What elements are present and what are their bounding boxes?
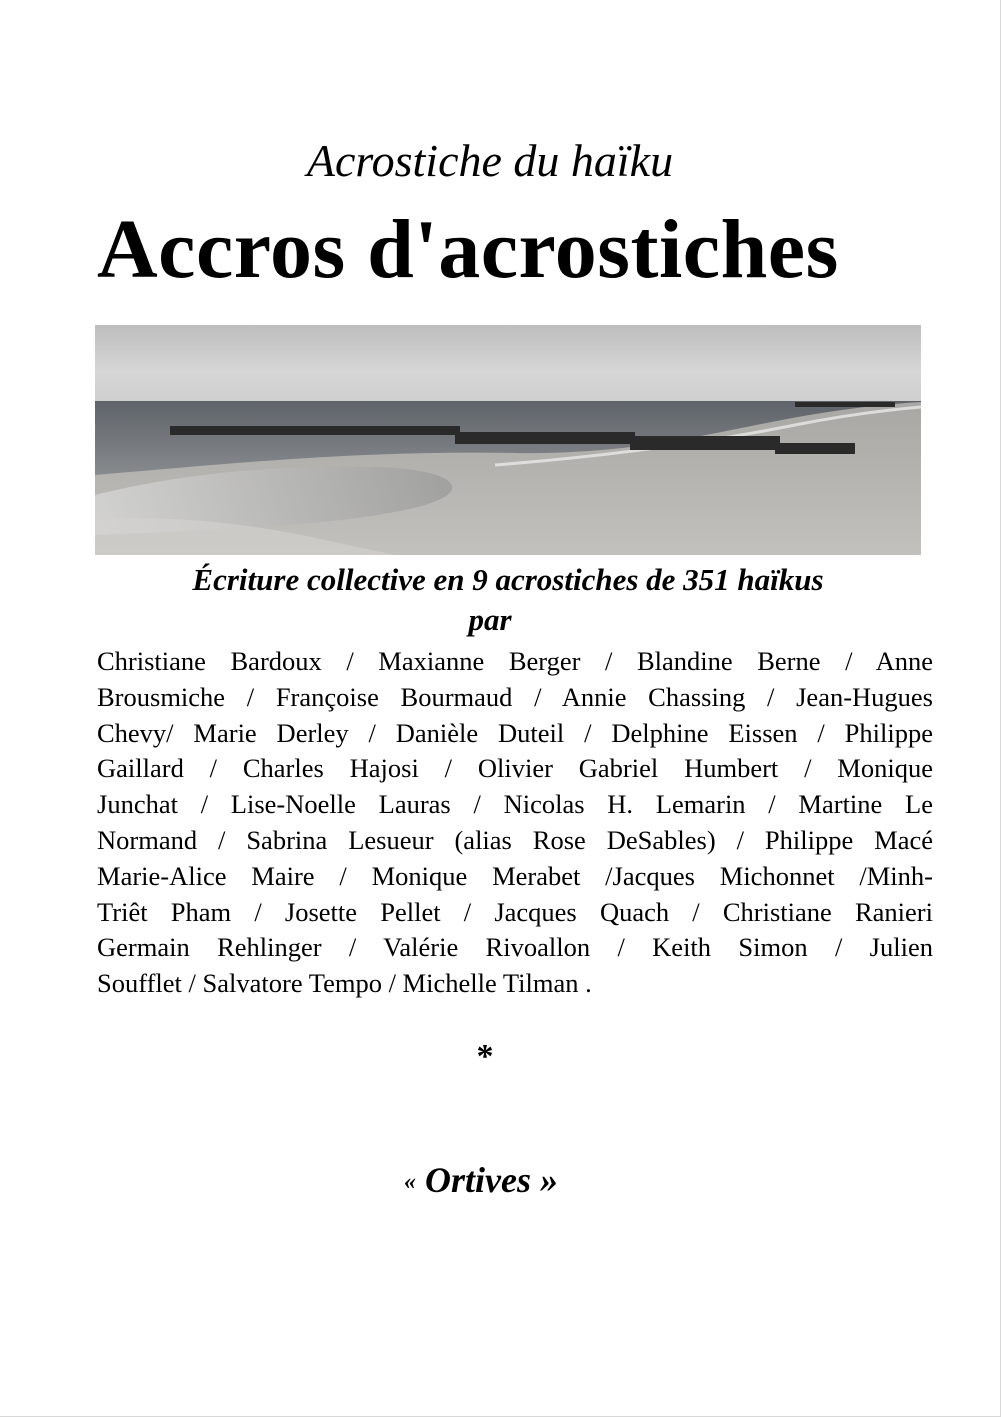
authors-line-3: Chevy/ Marie Derley / Danièle Duteil / Delphine Eissen / Philippe [97, 717, 933, 748]
cover-lead-text: Écriture collective en 9 acrostiches de 351 haïkus [192, 562, 824, 597]
publisher-close-quote: » [539, 1160, 558, 1200]
cover-title: Accros d'acrostiches [97, 203, 839, 296]
authors-line-5: Junchat / Lise-Noelle Lauras / Nicolas H. Lemarin / Martine Le [97, 789, 933, 820]
beach-groynes-photo [95, 325, 921, 555]
authors-line-9: Germain Rehlinger / Valérie Rivoallon / Keith Simon / Julien [97, 932, 933, 963]
separator-asterisk: * [476, 1038, 494, 1075]
authors-list [97, 644, 933, 1002]
publisher-name [0, 1158, 962, 1204]
by-label: par [468, 602, 512, 637]
authors-line-8: Triêt Pham / Josette Pellet / Jacques Quach / Christiane Ranieri [97, 896, 933, 927]
authors-line-4: Gaillard / Charles Hajosi / Olivier Gabriel Humbert / Monique [97, 753, 933, 784]
authors-line-6: Normand / Sabrina Lesueur (alias Rose DeSables) / Philippe Macé [97, 824, 933, 855]
authors-line-1: Christiane Bardoux / Maxianne Berger / Blandine Berne / Anne [97, 646, 933, 676]
authors-line-2: Brousmiche / Françoise Bourmaud / Annie Chassing / Jean-Hugues [97, 681, 933, 712]
authors-line-7: Marie-Alice Maire / Monique Merabet /Jacques Michonnet /Minh- [97, 860, 933, 891]
authors-line-10: Soufflet / Salvatore Tempo / Michelle Tilman . [97, 968, 592, 999]
publisher-open-quote: « [404, 1169, 416, 1195]
cover-subtitle: Acrostiche du haïku [306, 135, 674, 186]
publisher-label: Ortives [425, 1160, 531, 1200]
